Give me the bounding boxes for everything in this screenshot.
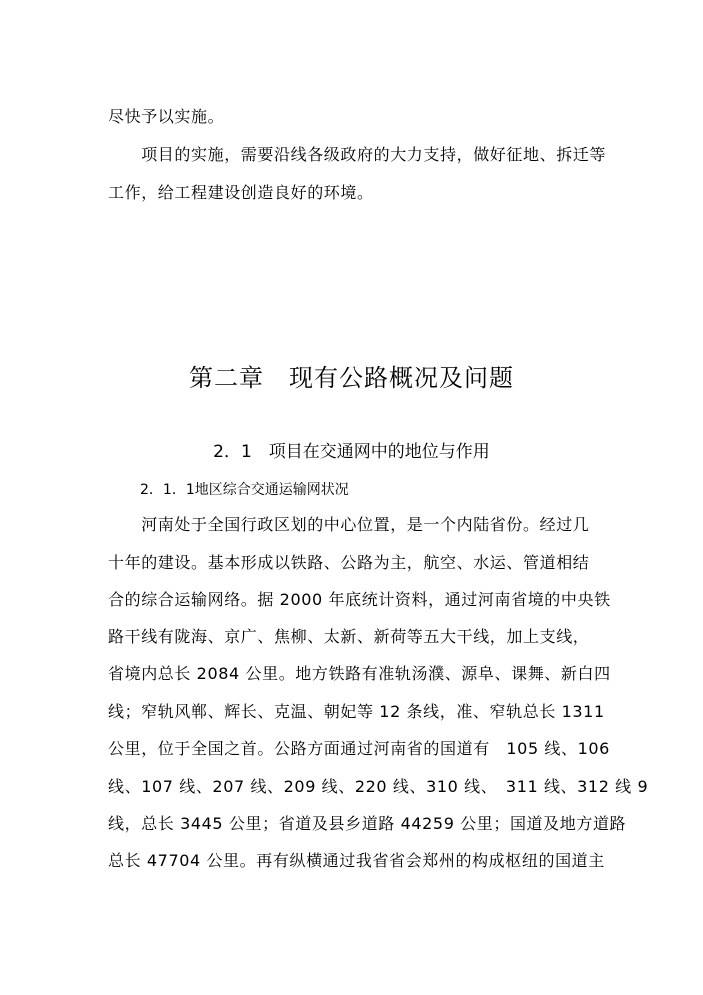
- subsection-title: 2．1．1地区综合交通运输网状况: [140, 482, 349, 498]
- body-line: 总长 47704 公里。再有纵横通过我省省会郑州的构成枢纽的国道主: [108, 851, 605, 870]
- intro-line: 尽快予以实施。: [108, 107, 225, 126]
- body-line: 合的综合运输网络。据 2000 年底统计资料，通过河南省境的中央铁: [108, 590, 611, 609]
- intro-line: 工作，给工程建设创造良好的环境。: [108, 183, 374, 202]
- body-line: 线、107 线、207 线、209 线、220 线、310 线、 311 线、312 线 9: [108, 777, 649, 796]
- section-title: 2．1 项目在交通网中的地位与作用: [213, 442, 490, 462]
- body-line: 河南处于全国行政区划的中心位置，是一个内陆省份。经过几: [108, 515, 590, 534]
- body-line: 路干线有陇海、京广、焦柳、太新、新荷等五大干线，加上支线，: [108, 627, 590, 646]
- body-line: 省境内总长 2084 公里。地方铁路有准轨汤濮、源阜、课舞、新白四: [108, 664, 611, 683]
- body-line: 线，总长 3445 公里；省道及县乡道路 44259 公里；国道及地方道路: [108, 814, 627, 833]
- body-line: 线；窄轨风郸、辉长、克温、朝妃等 12 条线，准、窄轨总长 1311: [108, 702, 605, 721]
- chapter-title: 第二章 现有公路概况及问题: [189, 364, 514, 392]
- intro-line: 项目的实施，需要沿线各级政府的大力支持，做好征地、拆迁等: [108, 145, 607, 164]
- body-line: 公里，位于全国之首。公路方面通过河南省的国道有 105 线、106: [108, 739, 610, 758]
- body-line: 十年的建设。基本形成以铁路、公路为主，航空、水运、管道相结: [108, 553, 590, 572]
